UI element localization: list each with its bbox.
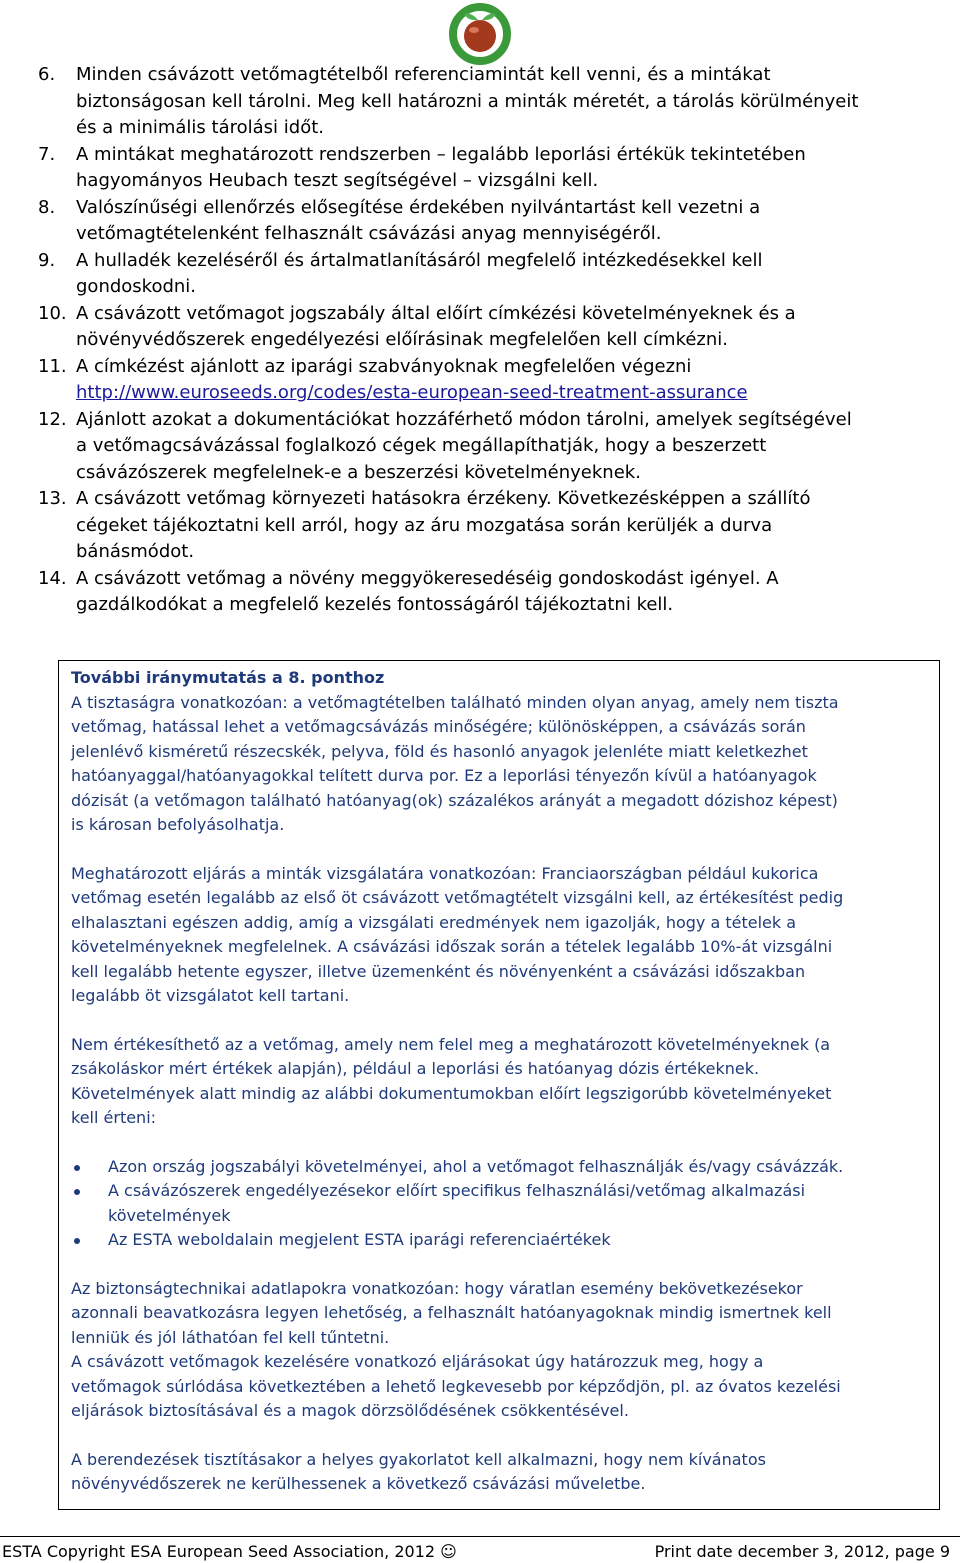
guidance-paragraph <box>71 1277 929 1351</box>
seed-logo-icon <box>448 2 512 66</box>
text-line: vetőmagtételenként felhasznált csávázási anyag mennyiségéről. <box>76 223 662 244</box>
text-line: hagyományos Heubach teszt segítségével – vizsgálni kell. <box>76 170 599 191</box>
text-line: Azon ország jogszabályi követelményei, ahol a vetőmagot felhasználják és/vagy csávázzák. <box>108 1156 844 1176</box>
numbered-list <box>38 62 938 619</box>
text-line: Meghatározott eljárás a minták vizsgálatára vonatkozóan: Franciaországban például kukorica <box>71 863 819 883</box>
footer-divider <box>0 1536 960 1537</box>
text-line: jelenlévő kisméretű részecskék, pelyva, föld és hasonló anyagok jelenléte miatt keletkezhet <box>71 741 808 761</box>
text-line: gazdálkodókat a megfelelő kezelés fontosságáról tájékoztatni kell. <box>76 594 674 615</box>
list-item-text <box>108 1228 929 1253</box>
list-item <box>38 248 938 301</box>
text-line: cégeket tájékoztatni kell arról, hogy az áru mozgatása során kerüljék a durva <box>76 514 773 536</box>
list-item <box>38 62 938 142</box>
text-line: A csávázott vetőmag környezeti hatásokra érzékeny. Következésképpen a szállító <box>76 488 811 509</box>
list-item-number: 9. <box>38 249 56 271</box>
list-item-number: 7. <box>38 143 56 165</box>
guidance-paragraph <box>71 1033 929 1131</box>
guidance-box <box>58 660 940 1510</box>
text-line: zsákoláskor mért értékek alapján), például a leporlási és hatóanyag dózis értékeknek. <box>71 1059 760 1078</box>
list-item <box>71 1179 929 1228</box>
text-line: növényvédőszerek engedélyezési előírásinak megfelelően kell címkézni. <box>76 329 728 350</box>
text-line: vetőmag esetén legalább az első öt csávázott vetőmagtételt vizsgálni kell, az értékesítést pedig <box>71 888 844 907</box>
guidance-title: További iránymutatás a 8. ponthoz <box>71 668 385 687</box>
text-line: lenniük és jól láthatóan fel kell tűntetni. <box>71 1327 390 1347</box>
text-line: dózisát (a vetőmagon található hatóanyag(ok) százalékos arányát a megadott dózishoz képest) <box>71 790 838 810</box>
copyright-text: ESTA Copyright ESA European Seed Association, 2012 ☺ <box>2 1542 457 1561</box>
list-item <box>38 486 938 566</box>
requirements-list <box>71 1155 929 1253</box>
list-item <box>71 1155 929 1180</box>
list-item <box>38 301 938 354</box>
page-footer <box>0 1536 960 1562</box>
text-line: és a minimális tárolási időt. <box>76 117 324 138</box>
bullet-icon <box>74 1238 80 1244</box>
text-line: azonnali beavatkozásra legyen lehetőség, a felhasznált hatóanyagoknak mindig ismertnek kell <box>71 1303 832 1322</box>
text-line: Nem értékesíthető az a vetőmag, amely nem felel meg a meghatározott követelményeknek (a <box>71 1034 831 1054</box>
list-item-text <box>76 566 938 619</box>
list-item-text <box>76 486 938 566</box>
text-line: Minden csávázott vetőmagtételből referenciamintát kell venni, és a mintákat <box>76 64 771 85</box>
text-line: biztonságosan kell tárolni. Meg kell határozni a minták méretét, a tárolás körülményeit <box>76 90 859 112</box>
guidance-paragraph <box>71 691 929 838</box>
text-line: vetőmag, hatással lehet a vetőmagcsávázás minőségére; különösképpen, a csávázás során <box>71 717 806 736</box>
text-line: Ajánlott azokat a dokumentációkat hozzáférhető módon tárolni, amelyek segítségével <box>76 408 852 430</box>
text-line: eljárások biztosításával és a magok dörzsölődésének csökkentésével. <box>71 1401 629 1420</box>
text-line: A tisztaságra vonatkozóan: a vetőmagtételben található minden olyan anyag, amely nem tiszta <box>71 692 839 712</box>
bullet-icon <box>74 1189 80 1195</box>
list-item-text <box>76 248 938 301</box>
list-item-number: 10. <box>38 302 67 324</box>
text-line: elhalasztani egészen addig, amíg a vizsgálati eredmények nem igazolják, hogy a tételek a <box>71 912 797 932</box>
text-line: A csávázott vetőmagok kezelésére vonatkozó eljárásokat úgy határozzuk meg, hogy a <box>71 1352 764 1371</box>
text-line: csávázószerek megfelelnek-e a beszerzési követelményeknek. <box>76 461 641 483</box>
euroseeds-link[interactable]: http://www.euroseeds.org/codes/esta-european-seed-treatment-assurance <box>76 382 748 403</box>
text-line: gondoskodni. <box>76 276 197 297</box>
list-item <box>38 407 938 487</box>
text-line: A csávázószerek engedélyezésekor előírt specifikus felhasználási/vetőmag alkalmazási <box>108 1181 806 1200</box>
list-item-text <box>76 407 938 487</box>
text-line: bánásmódot. <box>76 541 195 562</box>
list-item-text <box>108 1179 929 1228</box>
text-line: követelmények <box>108 1205 231 1225</box>
list-item <box>38 354 938 407</box>
list-item-text <box>76 301 938 354</box>
list-item-text <box>76 354 938 407</box>
list-item-number: 6. <box>38 64 56 85</box>
list-item-text <box>76 62 938 142</box>
list-item-text <box>76 195 938 248</box>
text-line: A berendezések tisztításakor a helyes gyakorlatot kell alkalmazni, hogy nem kívánatos <box>71 1449 766 1469</box>
list-item-number: 8. <box>38 196 56 218</box>
list-item <box>71 1228 929 1253</box>
guidance-paragraph <box>71 1448 929 1497</box>
text-line: vetőmagok súrlódása következtében a lehető legkevesebb por képződjön, pl. az óvatos kezelési <box>71 1376 841 1396</box>
list-item-number: 12. <box>38 408 67 430</box>
list-item-number: 14. <box>38 567 67 589</box>
list-item-number: 11. <box>38 355 67 377</box>
bullet-icon <box>74 1165 80 1171</box>
text-line: A csávázott vetőmagot jogszabály által előírt címkézési követelményeknek és a <box>76 302 796 324</box>
list-item-number: 13. <box>38 488 67 509</box>
guidance-paragraph <box>71 1350 929 1424</box>
list-item <box>38 566 938 619</box>
list-item <box>38 195 938 248</box>
text-line: követelményeknek megfelelnek. A csávázási időszak során a tételek legalább 10%-át vizsgálni <box>71 937 833 956</box>
text-line: Valószínűségi ellenőrzés elősegítése érdekében nyilvántartást kell vezetni a <box>76 196 761 218</box>
text-line: kell legalább hetente egyszer, illetve üzemenként és növényenként a csávázási időszakban <box>71 961 806 981</box>
print-date: Print date december 3, 2012, page 9 <box>654 1542 950 1561</box>
text-line: A hulladék kezeléséről és ártalmatlanításáról megfelelő intézkedésekkel kell <box>76 249 763 271</box>
list-item-text <box>76 142 938 195</box>
guidance-paragraph <box>71 862 929 1009</box>
text-line: legalább öt vizsgálatot kell tartani. <box>71 986 350 1005</box>
text-line: A címkézést ajánlott az iparági szabványoknak megfelelően végezni <box>76 355 692 377</box>
text-line: kell érteni: <box>71 1108 157 1127</box>
list-item <box>38 142 938 195</box>
text-line: A csávázott vetőmag a növény meggyökeresedéséig gondoskodást igényel. A <box>76 567 779 589</box>
text-line: A mintákat meghatározott rendszerben – legalább leporlási értékük tekintetében <box>76 143 806 165</box>
text-line: növényvédőszerek ne kerülhessenek a következő csávázási műveletbe. <box>71 1474 646 1493</box>
text-line: a vetőmagcsávázással foglalkozó cégek megállapíthatják, hogy a beszerzett <box>76 435 767 456</box>
text-line: is károsan befolyásolhatja. <box>71 815 285 834</box>
list-item-text <box>108 1155 929 1180</box>
text-line: Az ESTA weboldalain megjelent ESTA iparági referenciaértékek <box>108 1230 611 1249</box>
text-line: Az biztonságtechnikai adatlapokra vonatkozóan: hogy váratlan esemény bekövetkezésekor <box>71 1278 803 1298</box>
text-line: Követelmények alatt mindig az alábbi dokumentumokban előírt legszigorúbb követelményeket <box>71 1083 832 1103</box>
text-line: hatóanyaggal/hatóanyagokkal telített durva por. Ez a leporlási tényezőn kívül a hatóanyagok <box>71 766 817 785</box>
